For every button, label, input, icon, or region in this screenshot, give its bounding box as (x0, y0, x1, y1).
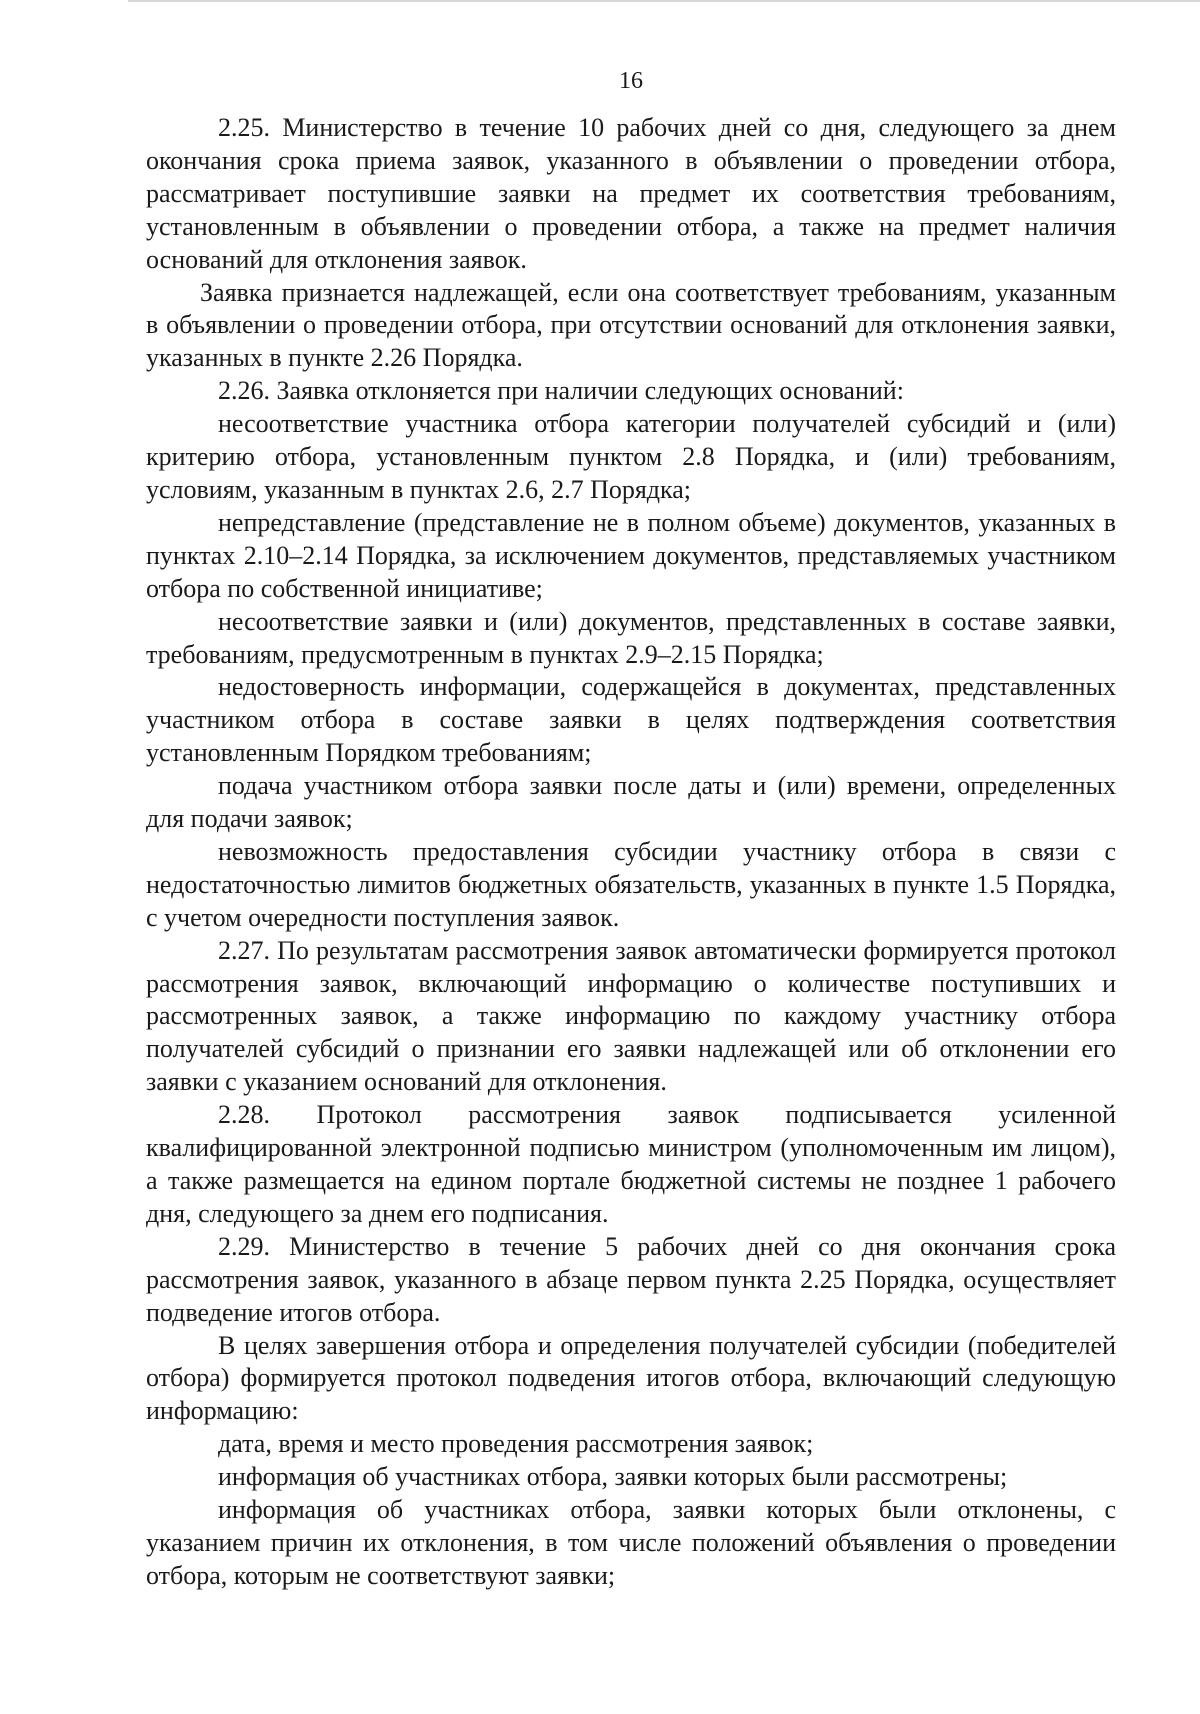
paragraph-2-26: 2.26. Заявка отклоняется при наличии следующих оснований: (218, 376, 904, 406)
page-number: 16 (619, 68, 643, 94)
paragraph-results-protocol: В целях завершения отбора и определения получателей субсидии (победителей отбора) формируется протокол подведения итогов отбора, включающий следующую информацию: (146, 1330, 1116, 1426)
paragraph-application-proper: Заявка признается надлежащей, если она соответствует требованиям, указанным в объявлении о проведении отбора, при отсутствии оснований для отклонения заявки, указанных в пункте 2.26 Порядка. (146, 277, 1116, 373)
paragraph-info-item-2: информация об участниках отбора, заявки которых были рассмотрены; (218, 1462, 1008, 1492)
paragraph-2-29: 2.29. Министерство в течение 5 рабочих дней со дня окончания срока рассмотрения заявок, указанного в абзаце первом пункта 2.25 Порядка, осуществляет подведение итогов отбора. (146, 1231, 1116, 1327)
paragraph-2-25: 2.25. Министерство в течение 10 рабочих дней со дня, следующего за днем окончания срока приема заявок, указанного в объявлении о проведении отбора, рассматривает поступившие заявки на предмет их соответствия требованиям, установленным в объявлении о проведении отбора, а также на предмет наличия оснований для отклонения заявок. (146, 113, 1116, 274)
paragraph-rejection-ground-1: несоответствие участника отбора категории получателей субсидий и (или) критерию отбора, установленным пунктом 2.8 Порядка, и (или) требованиям, условиям, указанным в пунктах 2.6, 2.7 Порядка; (146, 409, 1116, 504)
paragraph-rejection-ground-6: невозможность предоставления субсидии участнику отбора в связи с недостаточностью лимитов бюджетных обязательств, указанных в пункте 1.5 Порядка, с учетом очередности поступления заявок. (146, 836, 1116, 932)
paragraph-info-item-1: дата, время и место проведения рассмотрения заявок; (218, 1429, 814, 1459)
paragraph-rejection-ground-4: недостоверность информации, содержащейся в документах, представленных участником отбора в составе заявки в целях подтверждения соответствия установленным Порядком требованиям; (146, 672, 1116, 768)
paragraph-rejection-ground-2: непредставление (представление не в полном объеме) документов, указанных в пунктах 2.10–2.14 Порядка, за исключением документов, представляемых участником отбора по собственной инициативе; (146, 507, 1116, 603)
paragraph-rejection-ground-3: несоответствие заявки и (или) документов, представленных в составе заявки, требованиям, предусмотренным в пунктах 2.9–2.15 Порядка; (146, 606, 1116, 669)
paragraph-2-28: 2.28. Протокол рассмотрения заявок подписывается усиленной квалифицированной электронной подписью министром (уполномоченным им лицом), а также размещается на едином портале бюджетной системы не позднее 1 рабочего дня, следующего за днем его подписания. (146, 1100, 1116, 1228)
paragraph-rejection-ground-5: подача участником отбора заявки после даты и (или) времени, определенных для подачи заявок; (146, 771, 1116, 834)
top-edge-rule (128, 0, 1200, 2)
document-body (146, 112, 1116, 1593)
paragraph-2-27: 2.27. По результатам рассмотрения заявок автоматически формируется протокол рассмотрения заявок, включающий информацию о количестве поступивших и рассмотренных заявок, а также информацию по каждому участнику отбора получателей субсидий о признании его заявки надлежащей или об отклонении его заявки с указанием оснований для отклонения. (146, 935, 1116, 1097)
paragraph-info-item-3: информация об участниках отбора, заявки которых были отклонены, с указанием причин их отклонения, в том числе положений объявления о проведении отбора, которым не соответствуют заявки; (146, 1495, 1116, 1590)
